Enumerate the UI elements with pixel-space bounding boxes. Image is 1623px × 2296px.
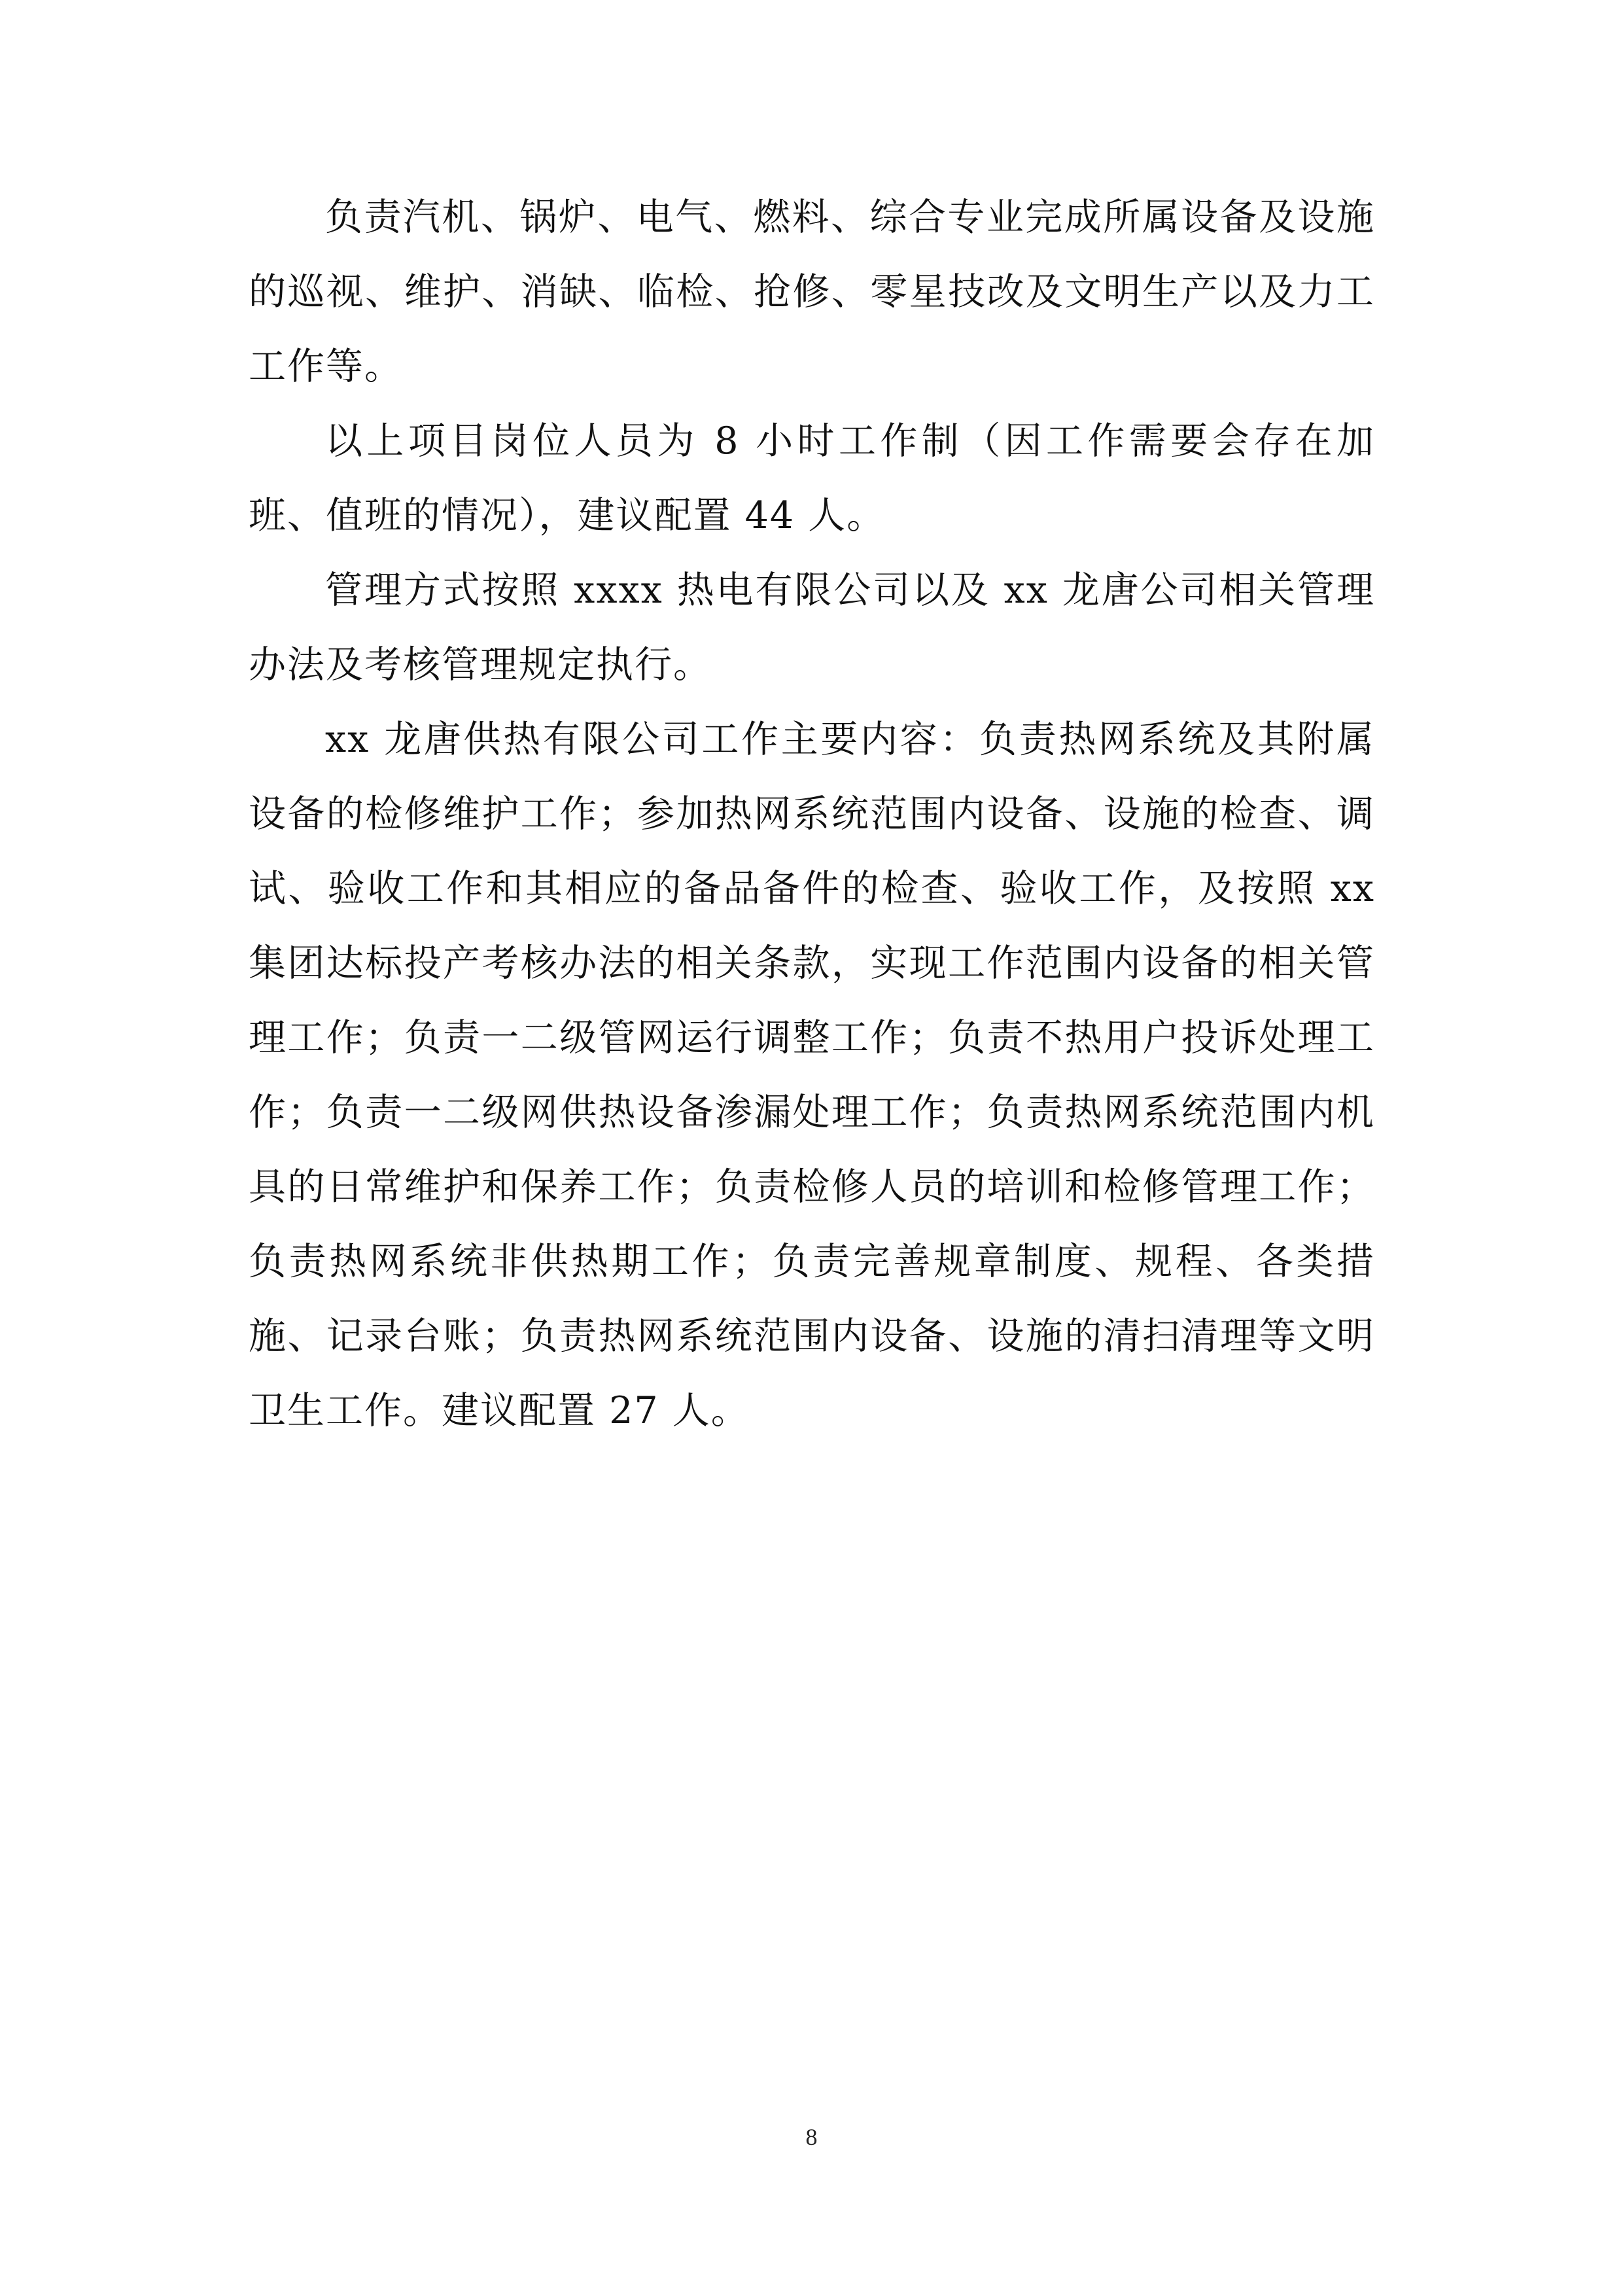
page-number: 8 [805,2124,818,2150]
paragraph-equipment-duties: 负责汽机、锅炉、电气、燃料、综合专业完成所属设备及设施的巡视、维护、消缺、临检、抢修、零星技改及文明生产以及力工工作等。 [249,196,1375,388]
paragraph-staffing-hours: 以上项目岗位人员为 8 小时工作制（因工作需要会存在加班、值班的情况），建议配置 44 人。 [249,419,1375,537]
paragraph-heating-company-duties: xx 龙唐供热有限公司工作主要内容：负责热网系统及其附属设备的检修维护工作；参加热网系统范围内设备、设施的检查、调试、验收工作和其相应的备品备件的检查、验收工作，及按照 xx 集团达标投产考核办法的相关条款，实现工作范围内设备的相关管理工作；负责一二级管网运行调整工作；负责不热用户投诉处理工作；负责一二级网供热设备渗漏处理工作；负责热网系统范围内机具的日常维护和保养工作；负责检修人员的培训和检修管理工作；负责热网系统非供热期工作；负责完善规章制度、规程、各类措施、记录台账；负责热网系统范围内设备、设施的清扫清理等文明卫生工作。建议配置 27 人。 [249,718,1375,1432]
document-body [249,180,1375,1448]
paragraph-management-method: 管理方式按照 xxxx 热电有限公司以及 xx 龙唐公司相关管理办法及考核管理规定执行。 [249,569,1375,686]
